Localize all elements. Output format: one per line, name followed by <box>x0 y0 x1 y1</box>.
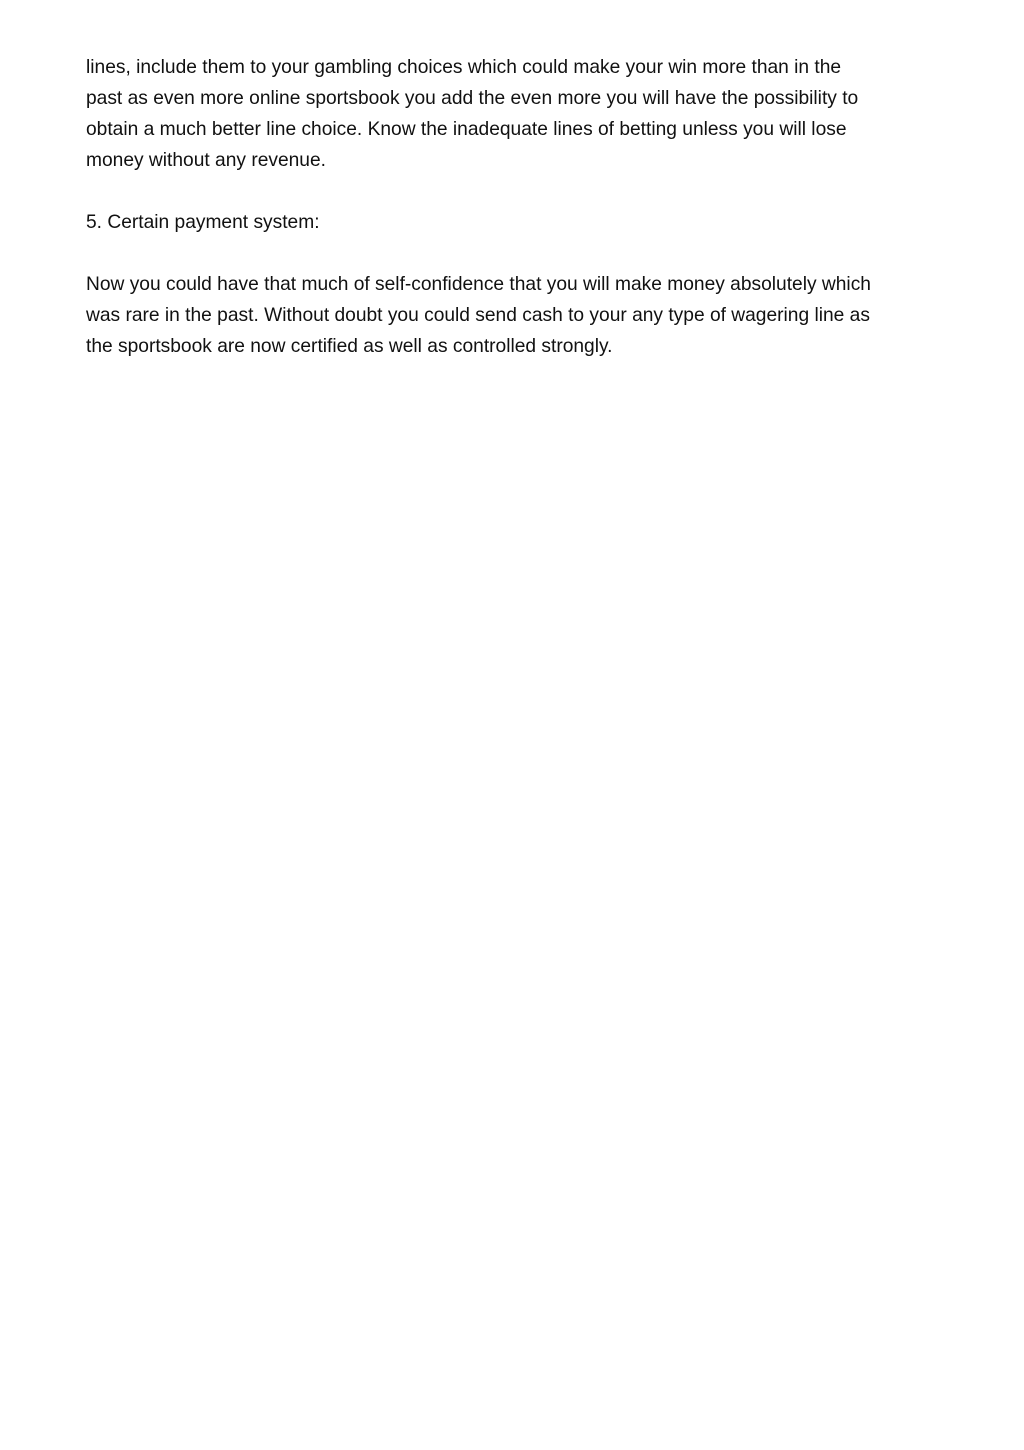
section-heading-payment-system <box>86 207 956 238</box>
text-line: obtain a much better line choice. Know the inadequate lines of betting unless you will lose <box>86 119 847 140</box>
text-line: 5. Certain payment system: <box>86 212 320 233</box>
paragraph-payment-system <box>86 269 956 362</box>
text-line: Now you could have that much of self-confidence that you will make money absolutely which <box>86 274 871 295</box>
text-line: money without any revenue. <box>86 150 326 171</box>
text-line: was rare in the past. Without doubt you could send cash to your any type of wagering line as <box>86 305 870 326</box>
text-line: lines, include them to your gambling choices which could make your win more than in the <box>86 57 842 78</box>
text-line: past as even more online sportsbook you add the even more you will have the possibility to <box>86 88 859 109</box>
document-body <box>86 52 956 393</box>
paragraph-line-choices <box>86 52 956 176</box>
text-line: the sportsbook are now certified as well as controlled strongly. <box>86 336 613 357</box>
